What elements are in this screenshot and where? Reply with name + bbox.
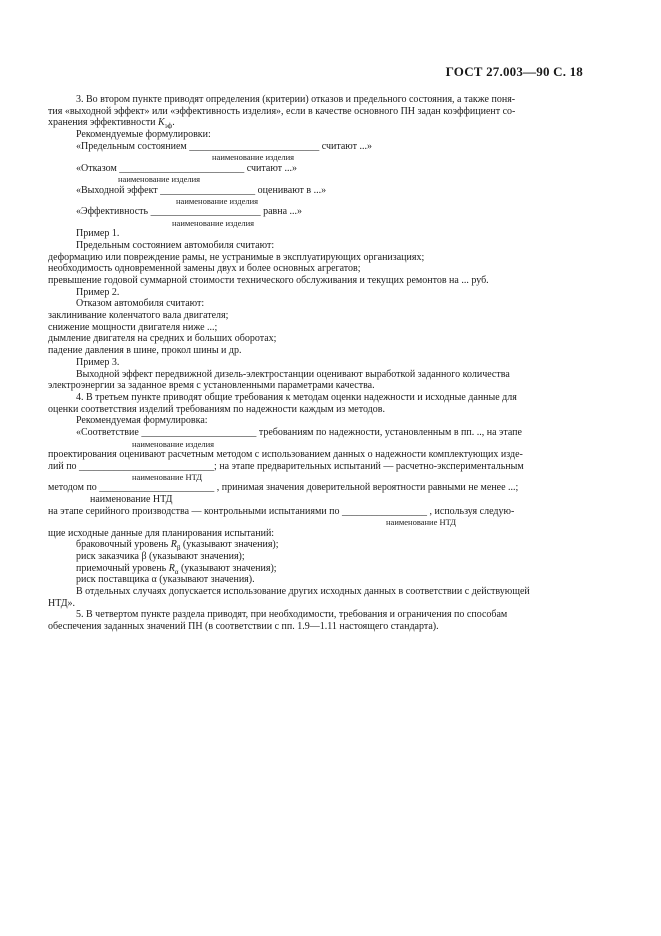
list-item: заклинивание коленчатого вала двигателя; bbox=[48, 310, 229, 322]
p4-rec: Рекомендуемая формулировка: bbox=[76, 415, 208, 427]
r-symbol: R bbox=[168, 562, 175, 574]
p4-caption-3: наименование НТД bbox=[90, 494, 173, 506]
page-header: ГОСТ 27.003—90 С. 18 bbox=[445, 64, 583, 79]
example-3-line-2: электроэнергии за заданное время с установленными параметрами качества. bbox=[48, 380, 375, 392]
formulation-4: «Эффективность ______________________ равна ...» bbox=[76, 206, 303, 218]
p3-line-3-end: . bbox=[172, 117, 175, 129]
p3-line-1: 3. Во втором пункте приводят определения (критерии) отказов и предельного состояния, а также поня- bbox=[76, 94, 516, 105]
p4-formulation-2: проектирования оценивают расчетным методом с использованием данных о надежности комплектующих изде- bbox=[48, 448, 523, 460]
example-3-title: Пример 3. bbox=[76, 356, 120, 368]
p4-formulation-7: В отдельных случаях допускается использование других исходных данных в соответствии с действующей bbox=[76, 586, 530, 598]
example-3-line-1: Выходной эффект передвижной дизель-электростанции оценивают выработкой заданного количества bbox=[76, 368, 510, 380]
p3-line-3-text: хранения эффективности bbox=[48, 117, 159, 129]
k-symbol: K bbox=[158, 117, 165, 129]
p5-line-1: 5. В четвертом пункте раздела приводят, при необходимости, требования и ограничения по способам bbox=[76, 609, 508, 621]
document-body bbox=[48, 94, 582, 633]
param-reject-label: браковочный уровень bbox=[76, 539, 171, 551]
example-1-title: Пример 1. bbox=[76, 228, 120, 240]
list-item: падение давления в шине, прокол шины и др. bbox=[48, 345, 242, 357]
p4-formulation-1: «Соответствие _______________________ требованиям по надежности, установленным в пп. .., на этапе bbox=[76, 426, 522, 438]
param-reject-note: (указывают значения); bbox=[180, 539, 279, 551]
example-1-lead: Предельным состоянием автомобиля считают: bbox=[76, 239, 275, 251]
p4-formulation-3: лий по ___________________________; на этапе предварительных испытаний — расчетно-экспериментальным bbox=[48, 460, 524, 472]
param-reject-level bbox=[76, 539, 582, 551]
formulation-2: «Отказом _________________________ считают ...» bbox=[76, 162, 298, 174]
p4-line-2: оценки соответствия изделий требованиям по надежности каждым из методов. bbox=[48, 403, 385, 415]
r-symbol: R bbox=[170, 539, 177, 551]
p4-caption-2: наименование НТД bbox=[132, 472, 203, 483]
example-2-title: Пример 2. bbox=[76, 286, 120, 298]
p4-formulation-8: НТД». bbox=[48, 597, 76, 609]
param-customer-risk: риск заказчика β (указывают значения); bbox=[76, 551, 245, 562]
example-2-lead: Отказом автомобиля считают: bbox=[76, 298, 205, 310]
p3-rec: Рекомендуемые формулировки: bbox=[76, 129, 211, 141]
list-item: снижение мощности двигателя ниже ...; bbox=[48, 321, 218, 333]
formulation-1: «Предельным состоянием __________________________ считают ...» bbox=[76, 140, 373, 152]
p4-line-1: 4. В третьем пункте приводят общие требования к методам оценки надежности и исходные данные для bbox=[76, 391, 517, 403]
p3-line-3 bbox=[48, 117, 582, 129]
caption-4: наименование изделия bbox=[172, 218, 255, 229]
r-alpha-subscript: α bbox=[174, 567, 179, 575]
list-item: дымление двигателя на средних и больших оборотах; bbox=[48, 333, 277, 345]
param-accept-note: (указывают значения); bbox=[178, 562, 277, 574]
k-subscript: эф bbox=[164, 122, 173, 130]
p4-caption-4: наименование НТД bbox=[386, 517, 457, 528]
caption-2: наименование изделия bbox=[118, 174, 201, 185]
list-item: необходимость одновременной замены двух и более основных агрегатов; bbox=[48, 263, 361, 275]
p4-formulation-6: щие исходные данные для планирования испытаний: bbox=[48, 527, 275, 539]
r-beta-subscript: β bbox=[176, 544, 181, 551]
list-item: превышение годовой суммарной стоимости технического обслуживания и текущих ремонтов на ... руб. bbox=[48, 275, 489, 286]
p4-formulation-5: на этапе серийного производства — контрольными испытаниями по _________________ , используя следую- bbox=[48, 505, 515, 517]
p4-formulation-4: методом по _______________________ , принимая значения доверительной вероятности равными не менее ...; bbox=[48, 482, 519, 494]
list-item: деформацию или повреждение рамы, не устранимые в эксплуатирующих организациях; bbox=[48, 251, 425, 263]
caption-3: наименование изделия bbox=[176, 196, 259, 207]
caption-1: наименование изделия bbox=[212, 152, 295, 163]
p5-line-2: обеспечения заданных значений ПН (в соответствии с пп. 1.9—1.11 настоящего стандарта). bbox=[48, 621, 439, 633]
param-accept-label: приемочный уровень bbox=[76, 562, 169, 574]
formulation-3: «Выходной эффект ___________________ оценивают в ...» bbox=[76, 184, 327, 196]
p4-caption-1: наименование изделия bbox=[132, 438, 215, 449]
param-accept-level bbox=[76, 563, 582, 575]
param-supplier-risk: риск поставщика α (указывают значения). bbox=[76, 574, 255, 586]
p3-line-2: тия «выходной эффект» или «эффективность изделия», если в качестве основного ПН задан коэффициент со- bbox=[48, 105, 516, 117]
